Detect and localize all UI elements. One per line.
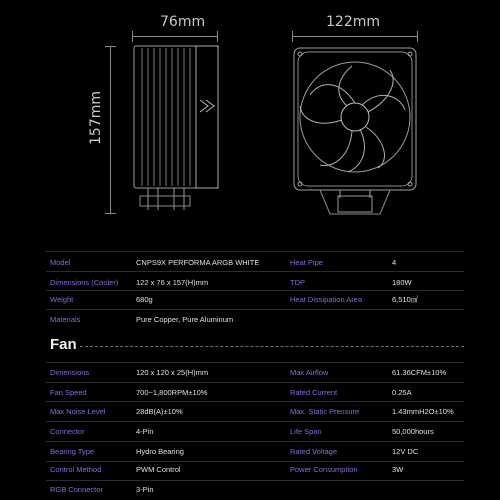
spec-value: 4 xyxy=(392,258,397,267)
depth-dimension-label: 76mm xyxy=(160,14,206,30)
spec-key: Max. Static Pressure xyxy=(290,407,360,416)
spec-key: Rated Voltage xyxy=(290,447,338,456)
spec-key: Fan Speed xyxy=(50,388,87,397)
spec-value: 6,510㎠ xyxy=(392,295,419,304)
spec-value: 1.43mmH2O±10% xyxy=(392,407,454,416)
spec-key: Control Method xyxy=(50,465,102,474)
spec-value: 0.25A xyxy=(392,388,412,397)
spec-key: TDP xyxy=(290,278,305,287)
spec-key: Weight xyxy=(50,295,74,304)
spec-key: Connector xyxy=(50,427,85,436)
table-row xyxy=(0,308,500,332)
spec-value: 120 x 120 x 25(H)mm xyxy=(136,368,209,377)
spec-value: PWM Control xyxy=(136,465,181,474)
spec-value: 4-Pin xyxy=(136,427,154,436)
spec-value: 61.36CFM±10% xyxy=(392,368,447,377)
spec-key: Power Consumption xyxy=(290,465,358,474)
spec-key: Max Airflow xyxy=(290,368,329,377)
cooler-side-view xyxy=(134,46,218,210)
section-dashed-divider xyxy=(80,346,464,347)
spec-key: Heat Pipe xyxy=(290,258,323,267)
spec-key: Materials xyxy=(50,315,81,324)
spec-value: CNPS9X PERFORMA ARGB WHITE xyxy=(136,258,260,267)
spec-value: Pure Copper, Pure Aluminum xyxy=(136,315,234,324)
spec-key: Bearing Type xyxy=(50,447,95,456)
spec-value: 180W xyxy=(392,278,412,287)
spec-value: 700~1,800RPM±10% xyxy=(136,388,208,397)
spec-value: 3W xyxy=(392,465,404,474)
spec-value: 122 x 76 x 157(H)mm xyxy=(136,278,209,287)
width-dimension-label: 122mm xyxy=(326,14,380,30)
spec-value: 3-Pin xyxy=(136,485,154,494)
spec-key: Dimensions (Cooler) xyxy=(50,278,119,287)
table-row xyxy=(0,478,500,500)
spec-value: 28dB(A)±10% xyxy=(136,407,183,416)
spec-key: Rated Current xyxy=(290,388,338,397)
spec-key: Max Noise Level xyxy=(50,407,106,416)
spec-key: Heat Dissipation Area xyxy=(290,295,363,304)
cooler-front-view xyxy=(294,48,416,214)
spec-value: 50,000hours xyxy=(392,427,434,436)
spec-key: Model xyxy=(50,258,71,267)
spec-key: Dimensions xyxy=(50,368,90,377)
spec-key: RGB Connector xyxy=(50,485,103,494)
spec-key: Life Span xyxy=(290,427,322,436)
heatsink-fins xyxy=(142,48,190,186)
height-dimension-label: 157mm xyxy=(88,91,104,145)
fan-section-title: Fan xyxy=(50,336,77,353)
spec-value: Hydro Bearing xyxy=(136,447,184,456)
spec-value: 680g xyxy=(136,295,153,304)
spec-value: 12V DC xyxy=(392,447,419,456)
cooler-line-drawing xyxy=(0,0,500,240)
